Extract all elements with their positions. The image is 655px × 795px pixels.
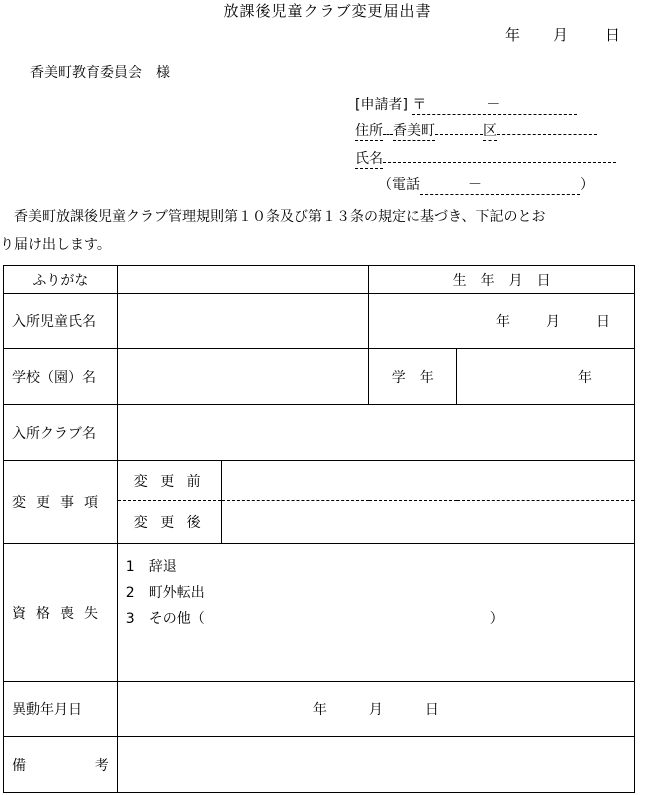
loss-option-3[interactable]	[126, 606, 626, 632]
birth-year-unit: 年	[496, 314, 510, 330]
club-field[interactable]	[117, 405, 634, 461]
phone-close: ）	[580, 177, 594, 193]
birthdate-header: 生 年 月 日	[369, 266, 635, 294]
move-year-unit: 年	[312, 702, 327, 718]
postal-mark: 〒	[412, 97, 427, 113]
phone-separator: －	[468, 177, 482, 193]
phone-label: （電話	[378, 177, 420, 193]
address-field[interactable]	[497, 134, 597, 135]
date-day: 日	[605, 26, 621, 44]
applicant-postal-line	[355, 94, 577, 115]
loss-num: 2	[125, 585, 135, 601]
after-label: 変 更 後	[117, 501, 221, 544]
child-name-field[interactable]	[117, 294, 369, 349]
name-field[interactable]	[383, 162, 616, 163]
name-label: 氏名	[355, 148, 383, 169]
body-line-1: 香美町放課後児童クラブ管理規則第１０条及び第１３条の規定に基づき、下記のとお	[14, 209, 546, 225]
loss-num: 3	[125, 611, 135, 627]
address-district-field[interactable]	[435, 134, 483, 135]
loss-close: ）	[489, 611, 504, 627]
address-town: 香美町	[393, 120, 435, 141]
before-label: 変 更 前	[117, 461, 221, 501]
notes-field[interactable]	[117, 737, 634, 793]
document-title: 放課後児童クラブ変更届出書	[223, 2, 432, 20]
club-label: 入所クラブ名	[4, 405, 118, 461]
furigana-label: ふりがな	[4, 266, 118, 294]
body-line-2: り届け出します。	[0, 237, 111, 253]
school-label: 学校（園）名	[4, 349, 118, 405]
applicant-label: [申請者]	[355, 97, 408, 113]
date-year: 年	[505, 26, 521, 44]
application-form-table	[3, 265, 635, 793]
loss-text: その他（	[148, 611, 205, 627]
furigana-field[interactable]	[117, 266, 369, 294]
phone-line	[378, 174, 594, 195]
child-name-label: 入所児童氏名	[4, 294, 118, 349]
birth-month-unit: 月	[546, 314, 560, 330]
before-field[interactable]	[221, 461, 634, 501]
postal-separator: －	[486, 97, 501, 113]
loss-text: 辞退	[148, 559, 177, 575]
move-day-unit: 日	[424, 702, 439, 718]
address-label: 住所	[355, 120, 383, 141]
notes-label-right: 考	[94, 757, 109, 774]
addressee: 香美町教育委員会 様	[30, 65, 170, 81]
phone-field[interactable]	[420, 174, 580, 195]
postal-code-field[interactable]	[412, 94, 577, 115]
date-month: 月	[553, 26, 569, 44]
grade-label: 学 年	[369, 349, 457, 405]
loss-label: 資格喪失	[4, 544, 118, 682]
notes-label-left: 備	[12, 757, 26, 774]
loss-text: 町外転出	[148, 585, 205, 601]
change-items-label: 変更事項	[4, 461, 118, 544]
move-date-field[interactable]	[117, 682, 634, 737]
move-date-label: 異動年月日	[4, 682, 118, 737]
name-line	[355, 148, 616, 169]
address-ward: 区	[483, 120, 497, 141]
grade-field[interactable]	[457, 349, 635, 405]
loss-option-2[interactable]	[126, 580, 626, 606]
school-field[interactable]	[117, 349, 369, 405]
loss-options	[117, 544, 634, 682]
body-text	[0, 203, 655, 259]
loss-num: 1	[125, 559, 135, 575]
loss-option-1[interactable]	[126, 554, 626, 580]
after-field[interactable]	[221, 501, 634, 544]
date-line	[505, 24, 620, 45]
move-month-unit: 月	[368, 702, 383, 718]
grade-unit: 年	[578, 369, 592, 386]
birthdate-field[interactable]	[369, 294, 635, 349]
notes-label	[4, 737, 118, 793]
address-line	[355, 120, 597, 141]
birth-day-unit: 日	[596, 314, 610, 330]
